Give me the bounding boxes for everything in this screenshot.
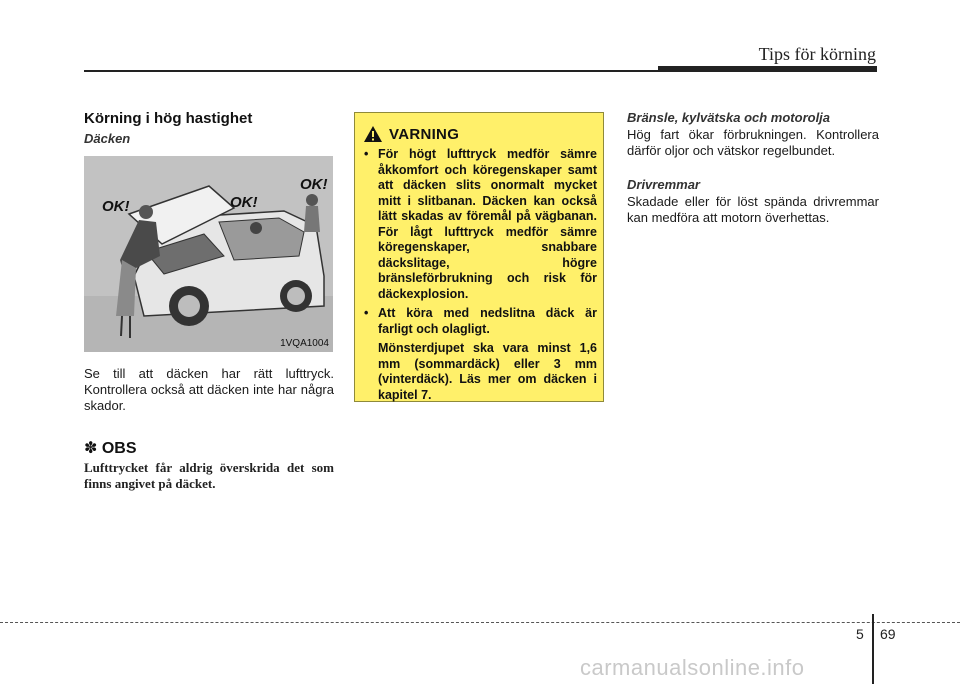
figure-caption: 1VQA1004 bbox=[280, 338, 329, 349]
warning-header bbox=[363, 125, 597, 143]
header-rule-thick bbox=[658, 66, 877, 72]
obs-title: ✽ OBS bbox=[84, 440, 137, 457]
tire-pressure-paragraph: Se till att däcken har rätt lufttryck. Kontrollera också att däcken inte har några skador. bbox=[84, 366, 334, 413]
ok-label-right: OK! bbox=[300, 176, 328, 193]
warning-item bbox=[363, 306, 597, 403]
left-column bbox=[84, 110, 334, 492]
watermark: carmanualsonline.info bbox=[580, 655, 805, 680]
warning-title: VARNING bbox=[389, 125, 460, 143]
bullet-icon: • bbox=[364, 306, 369, 320]
page-number: 69 bbox=[880, 626, 896, 642]
header-title: Tips för körning bbox=[758, 44, 876, 64]
subheading-fuel: Bränsle, kylvätska och motorolja bbox=[627, 110, 831, 125]
section-heading: Körning i hög hastighet bbox=[84, 110, 253, 127]
warning-list bbox=[363, 147, 597, 403]
warning-item-extra: Mönsterdjupet ska vara minst 1,6 mm (sommardäck) eller 3 mm (vinterdäck). Läs mer om däcken i kapitel 7. bbox=[378, 341, 597, 402]
header-rule-thin bbox=[84, 70, 664, 72]
ok-label-left: OK! bbox=[102, 198, 130, 215]
chapter-number: 5 bbox=[856, 626, 864, 642]
bullet-icon: • bbox=[364, 147, 369, 161]
right-column bbox=[627, 110, 879, 226]
warning-triangle-icon bbox=[363, 125, 383, 143]
page-divider bbox=[872, 614, 874, 684]
warning-item-text: Att köra med nedslitna däck är farligt och olagligt. bbox=[378, 306, 597, 336]
obs-text: Lufttrycket får aldrig överskrida det som finns angivet på däcket. bbox=[84, 460, 334, 491]
subheading-tires: Däcken bbox=[84, 131, 131, 146]
warning-item bbox=[363, 147, 597, 302]
subheading-belts: Drivremmar bbox=[627, 177, 700, 192]
belts-paragraph: Skadade eller för löst spända drivremmar kan medföra att motorn överhettas. bbox=[627, 194, 879, 225]
ok-label-middle: OK! bbox=[230, 194, 258, 211]
car-illustration-svg bbox=[84, 156, 333, 352]
warning-item-text: För högt lufttryck medför sämre åkkomfort och köregenskaper samt att däcken slits onormalt mycket mitt i slitbanan. Däcken kan också lätt skadas av föremål på vägbanan. För lågt lufttryck medför sämre köregenskaper, snabbare däckslitage, högre bränsleförbrukning och risk för däckexplosion. bbox=[378, 147, 597, 301]
car-illustration bbox=[84, 156, 333, 352]
footer-rule bbox=[0, 622, 960, 623]
warning-box bbox=[354, 112, 604, 402]
fuel-paragraph: Hög fart ökar förbrukningen. Kontrollera därför oljor och vätskor regelbundet. bbox=[627, 127, 879, 158]
